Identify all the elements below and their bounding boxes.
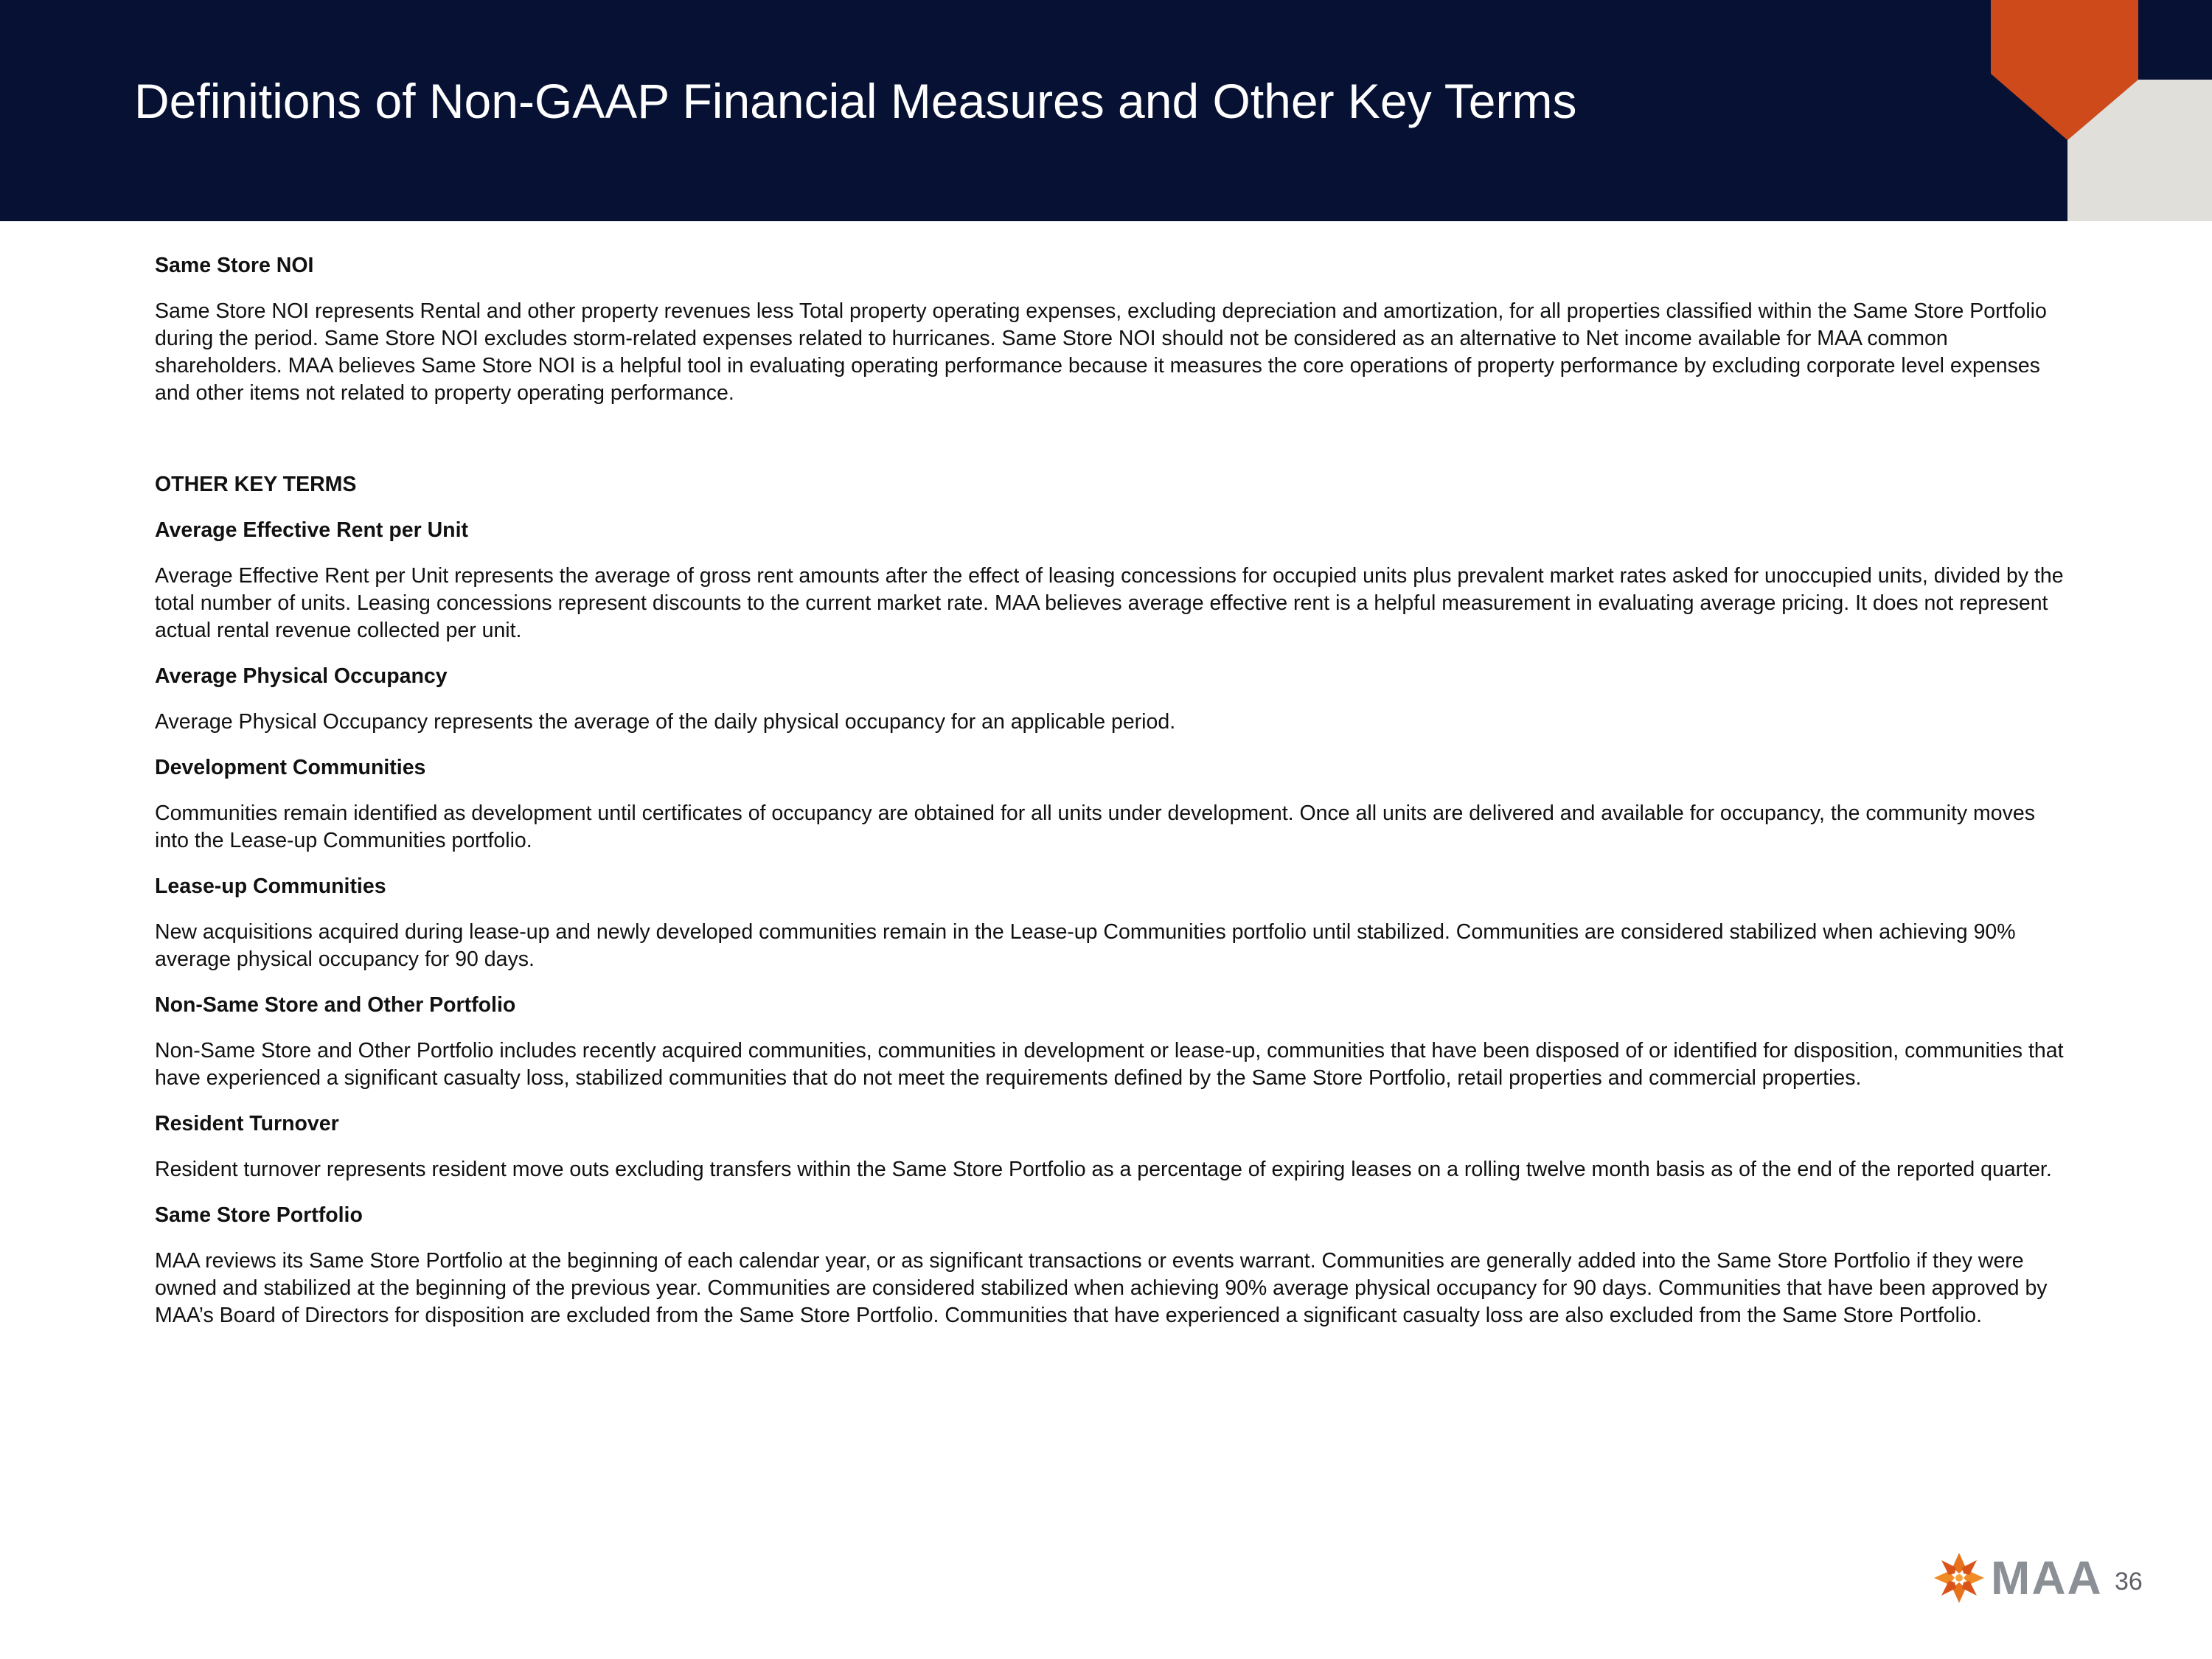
page-title: Definitions of Non-GAAP Financial Measures and Other Key Terms bbox=[134, 74, 1577, 128]
term-text: Non-Same Store and Other Portfolio includes recently acquired communities, communities in development or lease-up, communities that have been disposed of or identified for disposition, communities that have experienced a significant casualty loss, stabilized communities that do not meet the requirements defined by the Same Store Portfolio, retail properties and commercial properties. bbox=[155, 1039, 2064, 1090]
term-text: Resident turnover represents resident move outs excluding transfers within the Same Store Portfolio as a percentage of expiring leases on a rolling twelve month basis as of the end of the reported quarter. bbox=[155, 1158, 2052, 1181]
section-heading: Same Store NOI bbox=[155, 254, 314, 277]
term-heading: Resident Turnover bbox=[155, 1112, 339, 1135]
term-heading: Average Physical Occupancy bbox=[155, 664, 448, 688]
term-heading: Lease-up Communities bbox=[155, 874, 386, 898]
section-text: Same Store NOI represents Rental and other property revenues less Total property operating expenses, excluding depreciation and amortization, for all properties classified within the Same Store Portfolio during the period. Same Store NOI excludes storm-related expenses related to hurricanes. Same Store NOI should not be considered as an alternative to Net income available for MAA common shareholders. MAA believes Same Store NOI is a helpful tool in evaluating operating performance because it measures the core operations of property performance by excluding corporate level expenses and other items not related to property operating performance. bbox=[155, 299, 2047, 405]
term-text: Average Effective Rent per Unit represents the average of gross rent amounts after the effect of leasing concessions for occupied units plus prevalent market rates asked for unoccupied units, divided by the total number of units. Leasing concessions represent discounts to the current market rate. MAA believes average effective rent is a helpful measurement in evaluating average pricing. It does not represent actual rental revenue collected per unit. bbox=[155, 564, 2064, 642]
term-text: New acquisitions acquired during lease-up and newly developed communities remain in the Lease-up Communities portfolio until stabilized. Communities are considered stabilized when achieving 90% average physical occupancy for 90 days. bbox=[155, 920, 2016, 971]
term-text: Average Physical Occupancy represents the average of the daily physical occupancy for an applicable period. bbox=[155, 710, 1176, 734]
term-heading: Development Communities bbox=[155, 756, 426, 779]
term-heading: Same Store Portfolio bbox=[155, 1203, 363, 1227]
definitions-content bbox=[155, 252, 2065, 1348]
maa-logo-icon bbox=[1932, 1551, 1986, 1605]
header-banner bbox=[0, 0, 2212, 221]
term-text: Communities remain identified as development until certificates of occupancy are obtained for all units under development. Once all units are delivered and available for occupancy, the community moves into the Lease-up Communities portfolio. bbox=[155, 801, 2035, 852]
maa-logo-text: MAA bbox=[1991, 1551, 2103, 1604]
corner-decoration bbox=[1991, 0, 2212, 221]
term-text: MAA reviews its Same Store Portfolio at the beginning of each calendar year, or as significant transactions or events warrant. Communities are generally added into the Same Store Portfolio if they were owned and stabilized at the beginning of the previous year. Communities are considered stabilized when achieving 90% average physical occupancy for 90 days. Communities that have been approved by MAA’s Board of Directors for disposition are excluded from the Same Store Portfolio. Communities that have experienced a significant casualty loss are also excluded from the Same Store Portfolio. bbox=[155, 1249, 2048, 1327]
page-number: 36 bbox=[2115, 1568, 2143, 1596]
other-key-terms-heading: OTHER KEY TERMS bbox=[155, 473, 357, 496]
term-heading: Non-Same Store and Other Portfolio bbox=[155, 993, 516, 1017]
term-heading: Average Effective Rent per Unit bbox=[155, 518, 468, 542]
section-spacer bbox=[155, 425, 2065, 471]
